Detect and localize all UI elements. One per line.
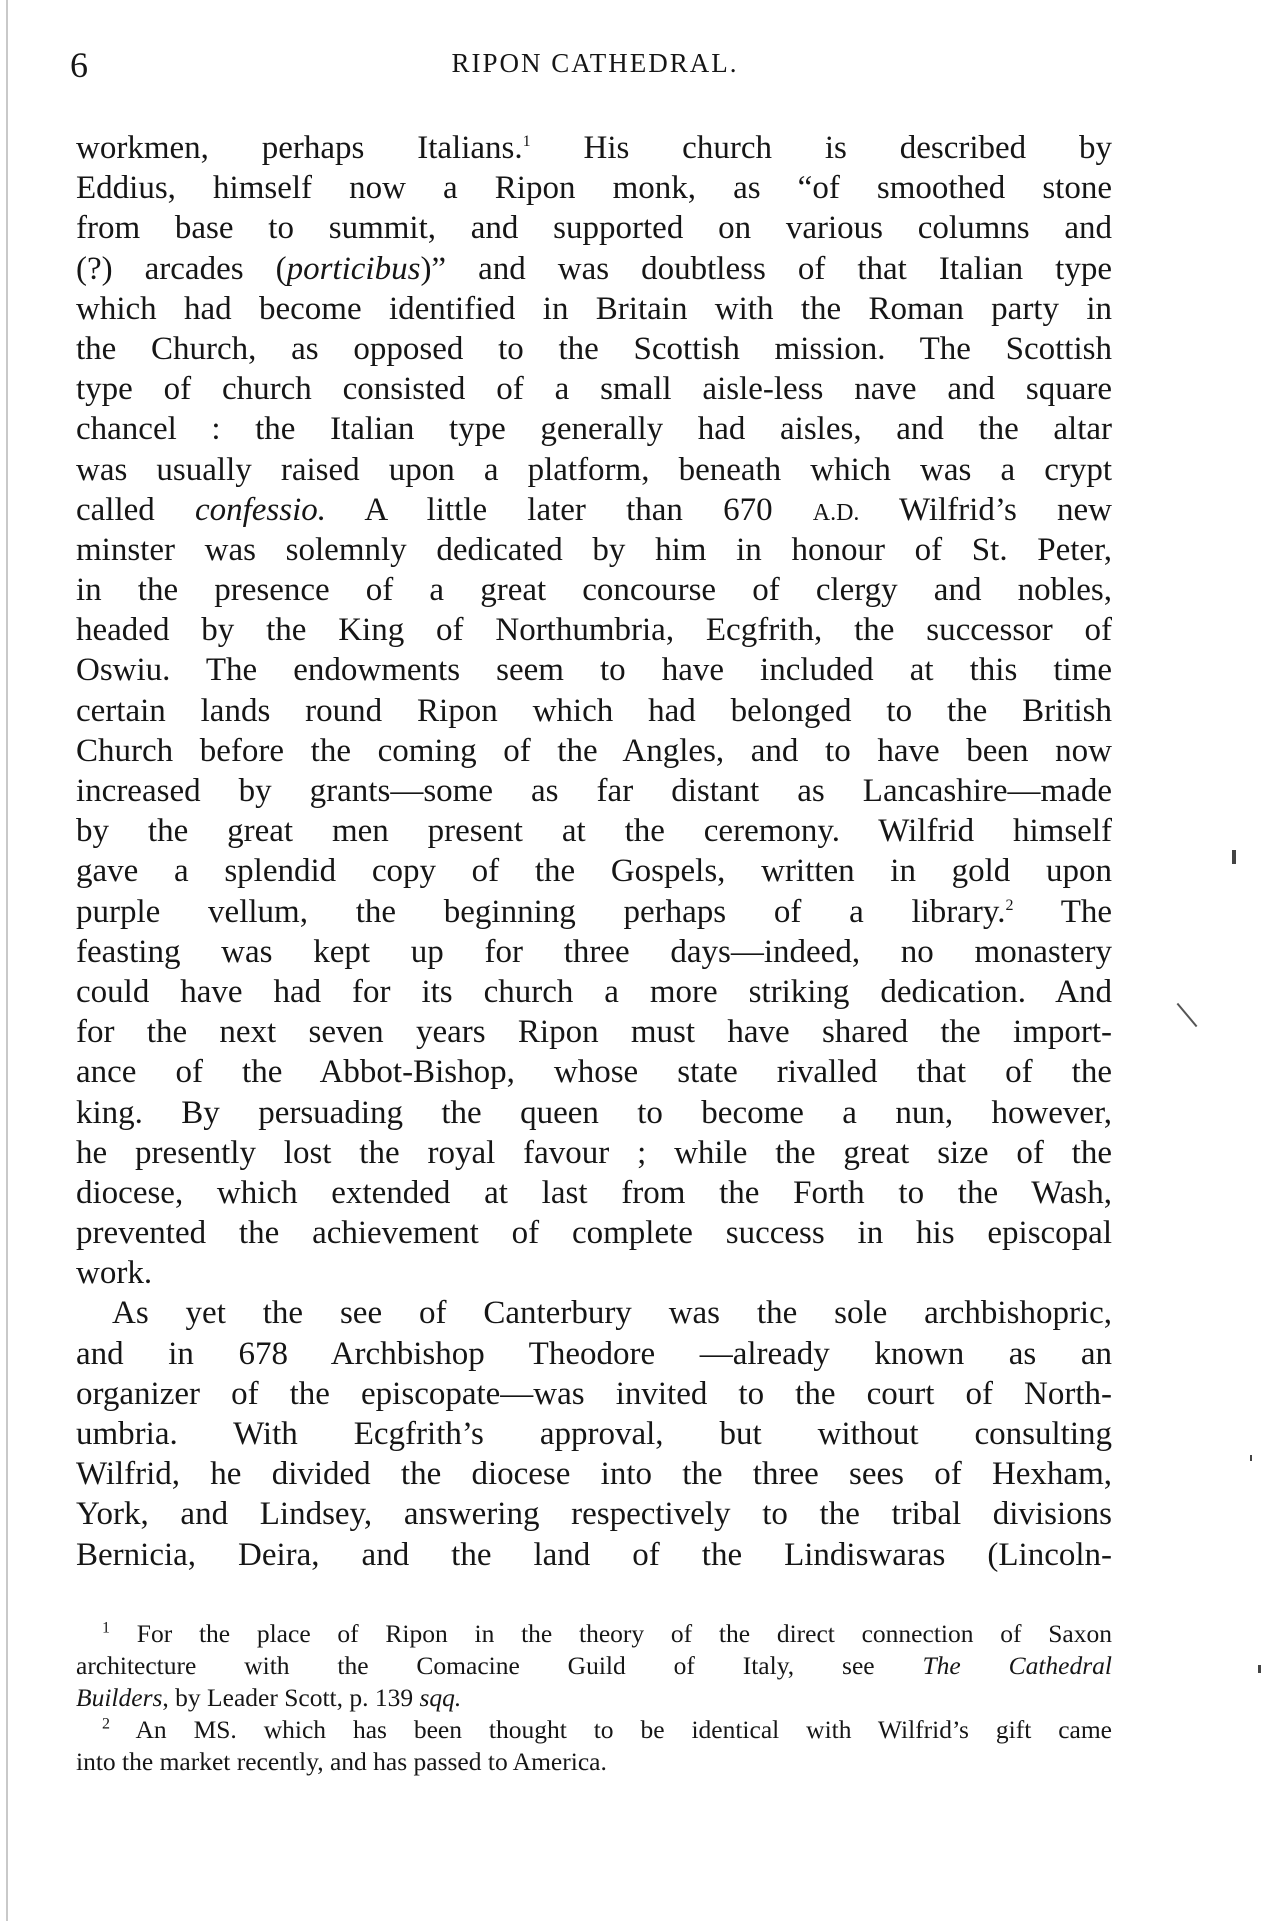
body-line: purple vellum, the beginning perhaps of a library.$^2$ The bbox=[76, 893, 1112, 930]
body-line: feasting was kept up for three days—indeed, no monastery bbox=[76, 933, 1112, 970]
body-line: in the presence of a great concourse of clergy and nobles, bbox=[76, 572, 1112, 609]
book-title: The Cathedral bbox=[922, 1651, 1112, 1680]
body-line: workmen, perhaps Italians.$^1$ His church is described by bbox=[76, 130, 1112, 166]
body-line: king. By persuading the queen to become a nun, however, bbox=[76, 1094, 1112, 1131]
body-line: type of church consisted of a small aisle-less nave and square bbox=[76, 371, 1112, 408]
body-line: ance of the Abbot-Bishop, whose state rivalled that of the bbox=[76, 1054, 1112, 1091]
body-line: (?) arcades (porticibus)” and was doubtless of that Italian type bbox=[76, 250, 1112, 287]
footnote-1-line: $^1$ For the place of Ripon in the theory of the direct connection of Saxon bbox=[102, 1619, 1112, 1648]
scan-speck bbox=[1250, 1455, 1252, 1461]
body-line: organizer of the episcopate—was invited to the court of North- bbox=[76, 1375, 1112, 1412]
book-title: Builders bbox=[76, 1683, 163, 1712]
footnote-ref: 2 bbox=[1005, 896, 1014, 914]
small-caps-ad: A.D. bbox=[812, 499, 860, 526]
body-line: Bernicia, Deira, and the land of the Lindiswaras (Lincoln- bbox=[76, 1536, 1112, 1573]
body-line: Church before the coming of the Angles, and to have been now bbox=[76, 732, 1112, 769]
footnote-2-line: $^2$ An MS. which has been thought to be identical with Wilfrid’s gift came bbox=[102, 1715, 1112, 1744]
scan-speck bbox=[1258, 1665, 1261, 1673]
body-line: York, and Lindsey, answering respectively to the tribal divisions bbox=[76, 1496, 1112, 1533]
body-line: minster was solemnly dedicated by him in honour of St. Peter, bbox=[76, 531, 1112, 568]
body-line: umbria. With Ecgfrith’s approval, but without consulting bbox=[76, 1416, 1112, 1452]
footnote-number: 2 bbox=[102, 1715, 110, 1733]
footnote-1-line: Builders, by Leader Scott, p. 139 sqq. bbox=[76, 1683, 462, 1712]
footnote-number: 1 bbox=[102, 1619, 110, 1637]
body-line: and in 678 Archbishop Theodore —already known as an bbox=[76, 1335, 1112, 1372]
body-line: Wilfrid, he divided the diocese into the three sees of Hexham, bbox=[76, 1456, 1112, 1493]
body-line: Oswiu. The endowments seem to have included at this time bbox=[76, 652, 1112, 689]
body-line: for the next seven years Ripon must have shared the import- bbox=[76, 1014, 1112, 1051]
page-number: 6 bbox=[70, 45, 88, 85]
body-line: from base to summit, and supported on various columns and bbox=[76, 210, 1112, 247]
body-line: chancel : the Italian type generally had aisles, and the altar bbox=[76, 411, 1112, 448]
scan-line bbox=[1177, 1003, 1198, 1027]
body-line: could have had for its church a more striking dedication. And bbox=[76, 973, 1112, 1010]
body-line: gave a splendid copy of the Gospels, written in gold upon bbox=[76, 853, 1112, 890]
footnote-ref: 1 bbox=[522, 133, 531, 150]
italic-term: confessio. bbox=[194, 491, 327, 528]
body-line: which had become identified in Britain with the Roman party in bbox=[76, 290, 1112, 327]
body-line: called confessio. A little later than 670 A.D. Wilfrid’s new bbox=[76, 491, 1112, 528]
sqq-abbrev: sqq. bbox=[419, 1683, 462, 1712]
body-line: was usually raised upon a platform, beneath which was a crypt bbox=[76, 451, 1112, 488]
body-line: prevented the achievement of complete success in his episcopal bbox=[76, 1215, 1112, 1252]
body-line: increased by grants—some as far distant as Lancashire—made bbox=[76, 773, 1112, 809]
footnote-1-line: architecture with the Comacine Guild of Italy, see The Cathedral bbox=[76, 1651, 1112, 1680]
page-edge bbox=[6, 0, 8, 1921]
body-line: diocese, which extended at last from the Forth to the Wash, bbox=[76, 1174, 1112, 1211]
body-line: he presently lost the royal favour ; while the great size of the bbox=[76, 1134, 1112, 1171]
body-line: headed by the King of Northumbria, Ecgfrith, the successor of bbox=[76, 612, 1112, 649]
footnotes bbox=[76, 1618, 1112, 1778]
page-header bbox=[70, 44, 1120, 94]
body-line: the Church, as opposed to the Scottish mission. The Scottish bbox=[76, 330, 1112, 367]
body-line: work. bbox=[76, 1255, 153, 1292]
body-line: As yet the see of Canterbury was the sole archbishopric, bbox=[112, 1295, 1112, 1332]
body-line: Eddius, himself now a Ripon monk, as “of smoothed stone bbox=[76, 170, 1112, 207]
footnote-2-line: into the market recently, and has passed to America. bbox=[76, 1747, 607, 1776]
scan-speck bbox=[1232, 850, 1236, 864]
body-line: by the great men present at the ceremony. Wilfrid himself bbox=[76, 813, 1112, 850]
italic-term: porticibus bbox=[286, 250, 421, 287]
body-text bbox=[76, 128, 1112, 1575]
running-title: RIPON CATHEDRAL. bbox=[451, 48, 739, 78]
body-line: certain lands round Ripon which had belonged to the British bbox=[76, 692, 1112, 729]
